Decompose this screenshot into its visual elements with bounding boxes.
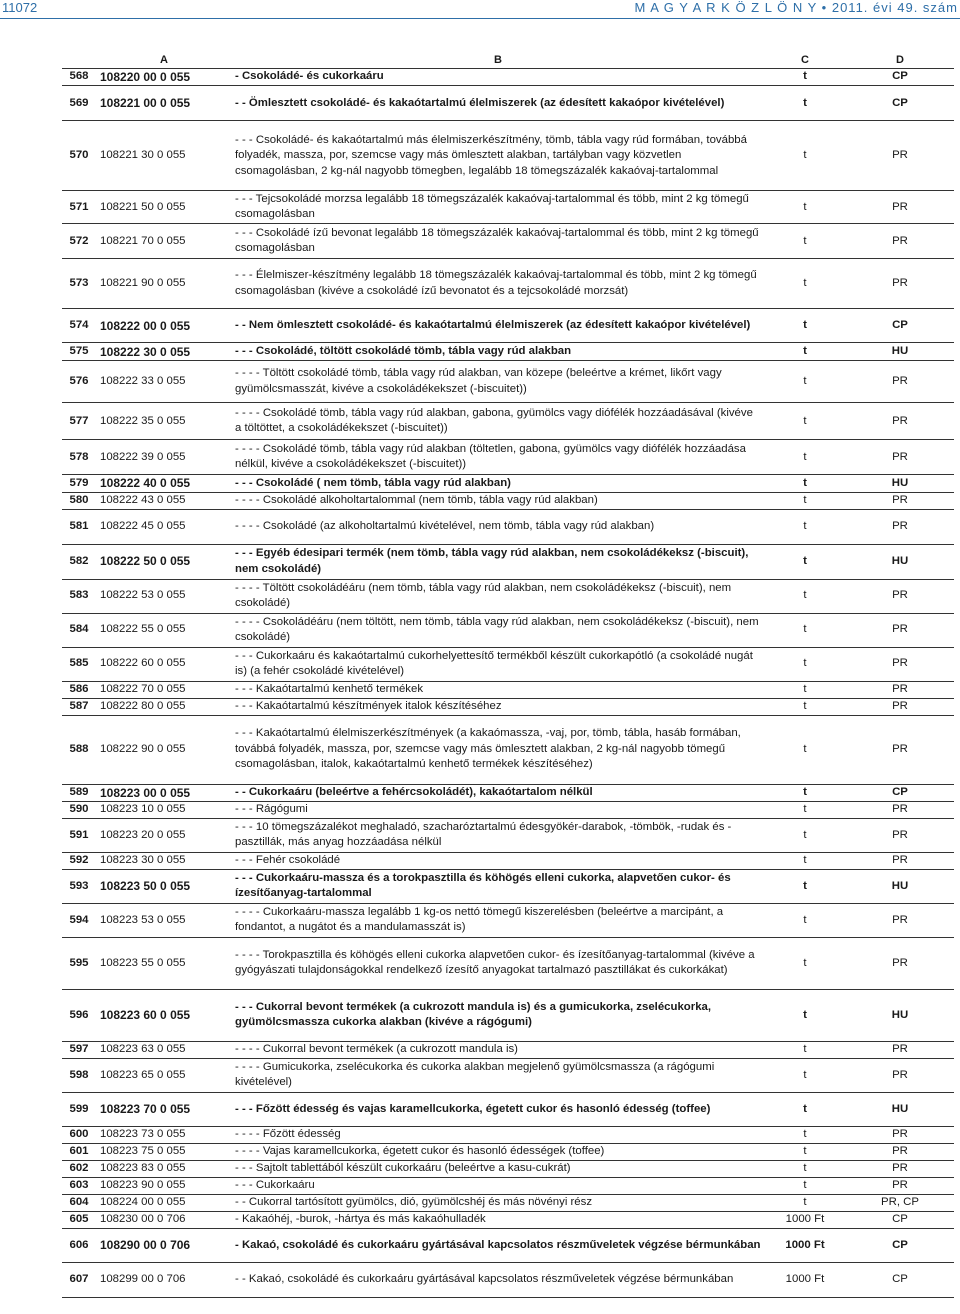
row-number-cell: 576	[62, 361, 96, 403]
description-cell: - - - Főzött édesség és vajas karamellcukorka, égetett cukor és hasonló édesség (toffee)	[232, 1092, 764, 1126]
description-cell: - - - - Csokoládé alkoholtartalommal (nem tömb, tábla vagy rúd alakban)	[232, 492, 764, 509]
method-cell: PR	[846, 715, 954, 784]
row-number-cell: 588	[62, 715, 96, 784]
row-number-cell: 577	[62, 403, 96, 440]
method-cell: HU	[846, 869, 954, 903]
description-cell: - - - Cukorkaáru	[232, 1177, 764, 1194]
code-cell: 108224 00 0 055	[96, 1194, 232, 1211]
row-number-cell: 607	[62, 1262, 96, 1297]
description-cell: - - - Csokoládé, töltött csokoládé tömb, tábla vagy rúd alakban	[232, 343, 764, 361]
unit-cell: t	[764, 121, 846, 191]
unit-cell: t	[764, 937, 846, 989]
unit-cell: t	[764, 86, 846, 121]
code-cell: 108221 50 0 055	[96, 191, 232, 224]
unit-cell: t	[764, 361, 846, 403]
code-cell: 108222 80 0 055	[96, 698, 232, 715]
description-cell: - - Nem ömlesztett csokoládé- és kakaótartalmú élelmiszerek (az édesített kakaópor kivételével)	[232, 309, 764, 343]
description-cell: - - Cukorral tartósított gyümölcs, dió, gyümölcshéj és más növényi rész	[232, 1194, 764, 1211]
description-cell: - - - - Csokoládé tömb, tábla vagy rúd alakban (töltetlen, gabona, gyümölcs vagy diófélék hozzáadása nélkül, kivéve a csokoládékekszet (-biscuitet))	[232, 440, 764, 475]
table-row	[62, 1262, 954, 1297]
header-rule	[0, 18, 960, 19]
row-number-cell: 601	[62, 1143, 96, 1160]
description-cell: - - - Kakaótartalmú élelmiszerkészítmények (a kakaómassza, -vaj, por, tömb, tábla, hasáb formában, továbbá folyadék, massza, por, szemcse vagy más ömlesztett alakban, 2 kg-nál nagyobb tömegű csomagolásban, italok, kakaótartalmú kenhető termékek készítéséhez)	[232, 715, 764, 784]
unit-cell: t	[764, 818, 846, 852]
method-cell: CP	[846, 1211, 954, 1228]
description-cell: - - - Cukorkaáru-massza és a torokpasztilla és köhögés elleni cukorka, alapvetően cukor- és ízesítőanyag-tartalommal	[232, 869, 764, 903]
row-number-cell: 589	[62, 784, 96, 801]
method-cell: CP	[846, 784, 954, 801]
row-number-cell: 573	[62, 259, 96, 309]
table-row	[62, 191, 954, 224]
description-cell: - - - - Vajas karamellcukorka, égetett cukor és hasonló édességek (toffee)	[232, 1143, 764, 1160]
unit-cell: t	[764, 1126, 846, 1143]
row-number-cell: 569	[62, 86, 96, 121]
code-cell: 108222 40 0 055	[96, 475, 232, 492]
code-cell: 108222 45 0 055	[96, 509, 232, 544]
unit-cell: t	[764, 440, 846, 475]
method-cell: PR	[846, 647, 954, 681]
code-cell: 108222 43 0 055	[96, 492, 232, 509]
method-cell: PR	[846, 613, 954, 647]
method-cell: CP	[846, 86, 954, 121]
unit-cell: t	[764, 903, 846, 937]
description-cell: - - - - Cukorral bevont termékek (a cukrozott mandula is)	[232, 1041, 764, 1058]
table-row	[62, 1160, 954, 1177]
row-number-cell: 595	[62, 937, 96, 989]
description-cell: - - - Tejcsokoládé morzsa legalább 18 tömegszázalék kakaóvaj-tartalommal és több, mint 2 kg tömegű csomagolásban	[232, 191, 764, 224]
description-cell: - - - - Töltött csokoládéáru (nem tömb, tábla vagy rúd alakban, nem csokoládékeksz (-biscuit), nem csokoládé)	[232, 579, 764, 613]
row-number-cell: 585	[62, 647, 96, 681]
unit-cell: t	[764, 309, 846, 343]
unit-cell: t	[764, 1041, 846, 1058]
column-header-c: C	[764, 53, 846, 69]
row-number-cell: 603	[62, 1177, 96, 1194]
code-cell: 108222 30 0 055	[96, 343, 232, 361]
description-cell: - - Cukorkaáru (beleértve a fehércsokoládét), kakaótartalom nélkül	[232, 784, 764, 801]
method-cell: PR	[846, 1058, 954, 1092]
unit-cell: 1000 Ft	[764, 1262, 846, 1297]
method-cell: PR	[846, 361, 954, 403]
table-row	[62, 309, 954, 343]
unit-cell: t	[764, 989, 846, 1041]
row-number-cell: 584	[62, 613, 96, 647]
method-cell: PR	[846, 1126, 954, 1143]
method-cell: HU	[846, 343, 954, 361]
description-cell: - - - Sajtolt tablettából készült cukorkaáru (beleértve a kasu-cukrát)	[232, 1160, 764, 1177]
page-number: 11072	[2, 0, 38, 15]
table-row	[62, 86, 954, 121]
unit-cell: t	[764, 509, 846, 544]
table-row	[62, 903, 954, 937]
code-cell: 108222 50 0 055	[96, 544, 232, 579]
description-cell: - - Ömlesztett csokoládé- és kakaótartalmú élelmiszerek (az édesített kakaópor kivételével)	[232, 86, 764, 121]
code-cell: 108222 90 0 055	[96, 715, 232, 784]
method-cell: PR	[846, 818, 954, 852]
code-cell: 108222 55 0 055	[96, 613, 232, 647]
code-cell: 108222 60 0 055	[96, 647, 232, 681]
table-row	[62, 869, 954, 903]
method-cell: PR	[846, 191, 954, 224]
table-row	[62, 698, 954, 715]
unit-cell: t	[764, 1194, 846, 1211]
table-row	[62, 475, 954, 492]
description-cell: - - - Fehér csokoládé	[232, 852, 764, 869]
table-row	[62, 1194, 954, 1211]
table-row	[62, 121, 954, 191]
unit-cell: t	[764, 647, 846, 681]
method-cell: PR	[846, 852, 954, 869]
row-number-cell: 578	[62, 440, 96, 475]
row-number-cell: 568	[62, 69, 96, 86]
code-cell: 108223 50 0 055	[96, 869, 232, 903]
method-cell: PR	[846, 509, 954, 544]
unit-cell: 1000 Ft	[764, 1228, 846, 1262]
method-cell: HU	[846, 475, 954, 492]
code-cell: 108223 63 0 055	[96, 1041, 232, 1058]
method-cell: PR	[846, 224, 954, 259]
description-cell: - Kakaó, csokoládé és cukorkaáru gyártásával kapcsolatos részműveletek végzése bérmunkában	[232, 1228, 764, 1262]
description-cell: - - - - Csokoládéáru (nem töltött, nem tömb, tábla vagy rúd alakban, nem csokoládékeksz (-biscuit), nem csokoládé)	[232, 613, 764, 647]
table-row	[62, 579, 954, 613]
row-number-cell: 597	[62, 1041, 96, 1058]
table-row	[62, 1058, 954, 1092]
table-row	[62, 259, 954, 309]
method-cell: PR, CP	[846, 1194, 954, 1211]
row-number-cell: 599	[62, 1092, 96, 1126]
method-cell: PR	[846, 121, 954, 191]
method-cell: PR	[846, 937, 954, 989]
description-cell: - - - Csokoládé ( nem tömb, tábla vagy rúd alakban)	[232, 475, 764, 492]
table-row	[62, 492, 954, 509]
row-number-cell: 582	[62, 544, 96, 579]
row-number-cell: 586	[62, 681, 96, 698]
unit-cell: t	[764, 343, 846, 361]
code-cell: 108221 70 0 055	[96, 224, 232, 259]
table-row	[62, 801, 954, 818]
table-row	[62, 784, 954, 801]
code-cell: 108223 60 0 055	[96, 989, 232, 1041]
code-cell: 108222 35 0 055	[96, 403, 232, 440]
column-header-b: B	[232, 53, 764, 69]
description-cell: - - - - Töltött csokoládé tömb, tábla vagy rúd alakban, van közepe (beleértve a krémet, likőrt vagy gyümölcsmasszát, kivéve a csokoládékekszet (-biscuitet))	[232, 361, 764, 403]
code-cell: 108221 90 0 055	[96, 259, 232, 309]
row-number-cell: 590	[62, 801, 96, 818]
code-cell: 108222 00 0 055	[96, 309, 232, 343]
unit-cell: t	[764, 403, 846, 440]
code-cell: 108222 33 0 055	[96, 361, 232, 403]
unit-cell: t	[764, 224, 846, 259]
row-number-cell: 592	[62, 852, 96, 869]
row-number-cell: 581	[62, 509, 96, 544]
method-cell: PR	[846, 1143, 954, 1160]
unit-cell: t	[764, 492, 846, 509]
code-cell: 108223 73 0 055	[96, 1126, 232, 1143]
row-number-cell: 572	[62, 224, 96, 259]
code-cell: 108223 00 0 055	[96, 784, 232, 801]
code-cell: 108230 00 0 706	[96, 1211, 232, 1228]
code-cell: 108222 39 0 055	[96, 440, 232, 475]
method-cell: HU	[846, 989, 954, 1041]
unit-cell: t	[764, 69, 846, 86]
column-header-blank	[62, 53, 96, 69]
row-number-cell: 591	[62, 818, 96, 852]
row-number-cell: 605	[62, 1211, 96, 1228]
unit-cell: t	[764, 698, 846, 715]
unit-cell: t	[764, 1092, 846, 1126]
header-bullet: •	[821, 0, 828, 15]
description-cell: - - - - Torokpasztilla és köhögés elleni cukorka alapvetően cukor- és ízesítőanyag-tartalommal (kivéve a gyógyászati tulajdonságokkal rendelkező ízesítő anyagokat tartalmazó pasztillákat és cukorkákat)	[232, 937, 764, 989]
description-cell: - Csokoládé- és cukorkaáru	[232, 69, 764, 86]
description-cell: - - Kakaó, csokoládé és cukorkaáru gyártásával kapcsolatos részműveletek végzése bérmunkában	[232, 1262, 764, 1297]
unit-cell: t	[764, 869, 846, 903]
method-cell: PR	[846, 259, 954, 309]
code-cell: 108223 20 0 055	[96, 818, 232, 852]
code-cell: 108222 53 0 055	[96, 579, 232, 613]
table-row	[62, 1143, 954, 1160]
journal-header	[635, 0, 959, 15]
code-cell: 108290 00 0 706	[96, 1228, 232, 1262]
method-cell: CP	[846, 309, 954, 343]
unit-cell: t	[764, 1160, 846, 1177]
table-row	[62, 69, 954, 86]
row-number-cell: 583	[62, 579, 96, 613]
row-number-cell: 596	[62, 989, 96, 1041]
description-cell: - - - Egyéb édesipari termék (nem tömb, tábla vagy rúd alakban, nem csokoládékeksz (-biscuit), nem csokoládé)	[232, 544, 764, 579]
code-cell: 108222 70 0 055	[96, 681, 232, 698]
method-cell: PR	[846, 801, 954, 818]
method-cell: PR	[846, 1041, 954, 1058]
unit-cell: t	[764, 475, 846, 492]
code-cell: 108221 00 0 055	[96, 86, 232, 121]
code-cell: 108299 00 0 706	[96, 1262, 232, 1297]
unit-cell: 1000 Ft	[764, 1211, 846, 1228]
method-cell: CP	[846, 1262, 954, 1297]
code-cell: 108221 30 0 055	[96, 121, 232, 191]
method-cell: PR	[846, 492, 954, 509]
table-row	[62, 403, 954, 440]
row-number-cell: 594	[62, 903, 96, 937]
column-header-row	[62, 53, 954, 69]
code-cell: 108223 55 0 055	[96, 937, 232, 989]
unit-cell: t	[764, 784, 846, 801]
description-cell: - - - Cukorral bevont termékek (a cukrozott mandula is) és a gumicukorka, zselécukorka, gyümölcsmassza cukorka alakban (kivéve a rágógumi)	[232, 989, 764, 1041]
code-cell: 108220 00 0 055	[96, 69, 232, 86]
table-row	[62, 544, 954, 579]
row-number-cell: 604	[62, 1194, 96, 1211]
table-row	[62, 613, 954, 647]
row-number-cell: 574	[62, 309, 96, 343]
description-cell: - - - - Csokoládé (az alkoholtartalmú kivételével, nem tömb, tábla vagy rúd alakban)	[232, 509, 764, 544]
row-number-cell: 606	[62, 1228, 96, 1262]
row-number-cell: 579	[62, 475, 96, 492]
table-row	[62, 647, 954, 681]
table-row	[62, 509, 954, 544]
description-cell: - - - 10 tömegszázalékot meghaladó, szacharóztartalmú édesgyökér-darabok, -tömbök, -rudak és -pasztillák, más anyag hozzáadása nélkül	[232, 818, 764, 852]
column-header-a: A	[96, 53, 232, 69]
description-cell: - - - - Főzött édesség	[232, 1126, 764, 1143]
unit-cell: t	[764, 613, 846, 647]
table-body	[62, 69, 954, 1298]
method-cell: HU	[846, 1092, 954, 1126]
table-row	[62, 1126, 954, 1143]
table-row	[62, 989, 954, 1041]
row-number-cell: 602	[62, 1160, 96, 1177]
method-cell: PR	[846, 698, 954, 715]
unit-cell: t	[764, 681, 846, 698]
description-cell: - - - - Csokoládé tömb, tábla vagy rúd alakban, gabona, gyümölcs vagy diófélék hozzáadásával (kivéve a töltöttet, a csokoládékekszet (-biscuitet))	[232, 403, 764, 440]
issue-date: 2011. évi 49. szám	[831, 0, 958, 15]
method-cell: PR	[846, 440, 954, 475]
code-cell: 108223 90 0 055	[96, 1177, 232, 1194]
table-row	[62, 1211, 954, 1228]
description-cell: - - - Cukorkaáru és kakaótartalmú cukorhelyettesítő termékből készült cukorkapótló (a csokoládé nugát is) (a fehér csokoládé kivételével)	[232, 647, 764, 681]
unit-cell: t	[764, 801, 846, 818]
product-table	[62, 53, 954, 1298]
code-cell: 108223 30 0 055	[96, 852, 232, 869]
description-cell: - - - Kakaótartalmú készítmények italok készítéséhez	[232, 698, 764, 715]
method-cell: HU	[846, 544, 954, 579]
column-header-d: D	[846, 53, 954, 69]
table-row	[62, 715, 954, 784]
table-row	[62, 852, 954, 869]
row-number-cell: 570	[62, 121, 96, 191]
description-cell: - Kakaóhéj, -burok, -hártya és más kakaóhulladék	[232, 1211, 764, 1228]
table-row	[62, 440, 954, 475]
code-cell: 108223 10 0 055	[96, 801, 232, 818]
method-cell: PR	[846, 579, 954, 613]
journal-name: M A G Y A R K Ö Z L Ö N Y	[634, 0, 818, 15]
method-cell: CP	[846, 1228, 954, 1262]
table-row	[62, 818, 954, 852]
unit-cell: t	[764, 1143, 846, 1160]
unit-cell: t	[764, 579, 846, 613]
description-cell: - - - - Cukorkaáru-massza legalább 1 kg-os nettó tömegű kiszerelésben (beleértve a marcipánt, a fondantot, a nugátot és a mandulamasszát is)	[232, 903, 764, 937]
code-cell: 108223 70 0 055	[96, 1092, 232, 1126]
table-row	[62, 1177, 954, 1194]
code-cell: 108223 53 0 055	[96, 903, 232, 937]
code-cell: 108223 75 0 055	[96, 1143, 232, 1160]
table-row	[62, 937, 954, 989]
table-row	[62, 361, 954, 403]
table-row	[62, 1228, 954, 1262]
unit-cell: t	[764, 191, 846, 224]
unit-cell: t	[764, 715, 846, 784]
description-cell: - - - Kakaótartalmú kenhető termékek	[232, 681, 764, 698]
description-cell: - - - Élelmiszer-készítmény legalább 18 tömegszázalék kakaóvaj-tartalommal és több, mint 2 kg tömegű csomagolásban (kivéve a csokoládé ízű bevonatot és a tejcsokoládé morzsát)	[232, 259, 764, 309]
row-number-cell: 580	[62, 492, 96, 509]
row-number-cell: 598	[62, 1058, 96, 1092]
row-number-cell: 593	[62, 869, 96, 903]
unit-cell: t	[764, 544, 846, 579]
method-cell: CP	[846, 69, 954, 86]
method-cell: PR	[846, 403, 954, 440]
description-cell: - - - Csokoládé- és kakaótartalmú más élelmiszerkészítmény, tömb, tábla vagy rúd formában, továbbá folyadék, massza, por, szemcse vagy más ömlesztett alakban, tartályban vagy közvetlen csomagolásban, 2 kg-nál nagyobb tömegben, legalább 18 tömegszázalék kakaóvaj-tartalommal	[232, 121, 764, 191]
page-header	[0, 0, 960, 22]
table-row	[62, 1041, 954, 1058]
row-number-cell: 587	[62, 698, 96, 715]
unit-cell: t	[764, 1058, 846, 1092]
description-cell: - - - Rágógumi	[232, 801, 764, 818]
code-cell: 108223 83 0 055	[96, 1160, 232, 1177]
row-number-cell: 571	[62, 191, 96, 224]
method-cell: PR	[846, 903, 954, 937]
row-number-cell: 575	[62, 343, 96, 361]
table-row	[62, 1092, 954, 1126]
table-row	[62, 224, 954, 259]
description-cell: - - - - Gumicukorka, zselécukorka és cukorka alakban megjelenő gyümölcsmassza (a rágógumi kivételével)	[232, 1058, 764, 1092]
table-row	[62, 681, 954, 698]
table-row	[62, 343, 954, 361]
description-cell: - - - Csokoládé ízű bevonat legalább 18 tömegszázalék kakaóvaj-tartalommal és több, mint 2 kg tömegű csomagolásban	[232, 224, 764, 259]
unit-cell: t	[764, 259, 846, 309]
method-cell: PR	[846, 1177, 954, 1194]
method-cell: PR	[846, 681, 954, 698]
row-number-cell: 600	[62, 1126, 96, 1143]
method-cell: PR	[846, 1160, 954, 1177]
code-cell: 108223 65 0 055	[96, 1058, 232, 1092]
unit-cell: t	[764, 1177, 846, 1194]
unit-cell: t	[764, 852, 846, 869]
